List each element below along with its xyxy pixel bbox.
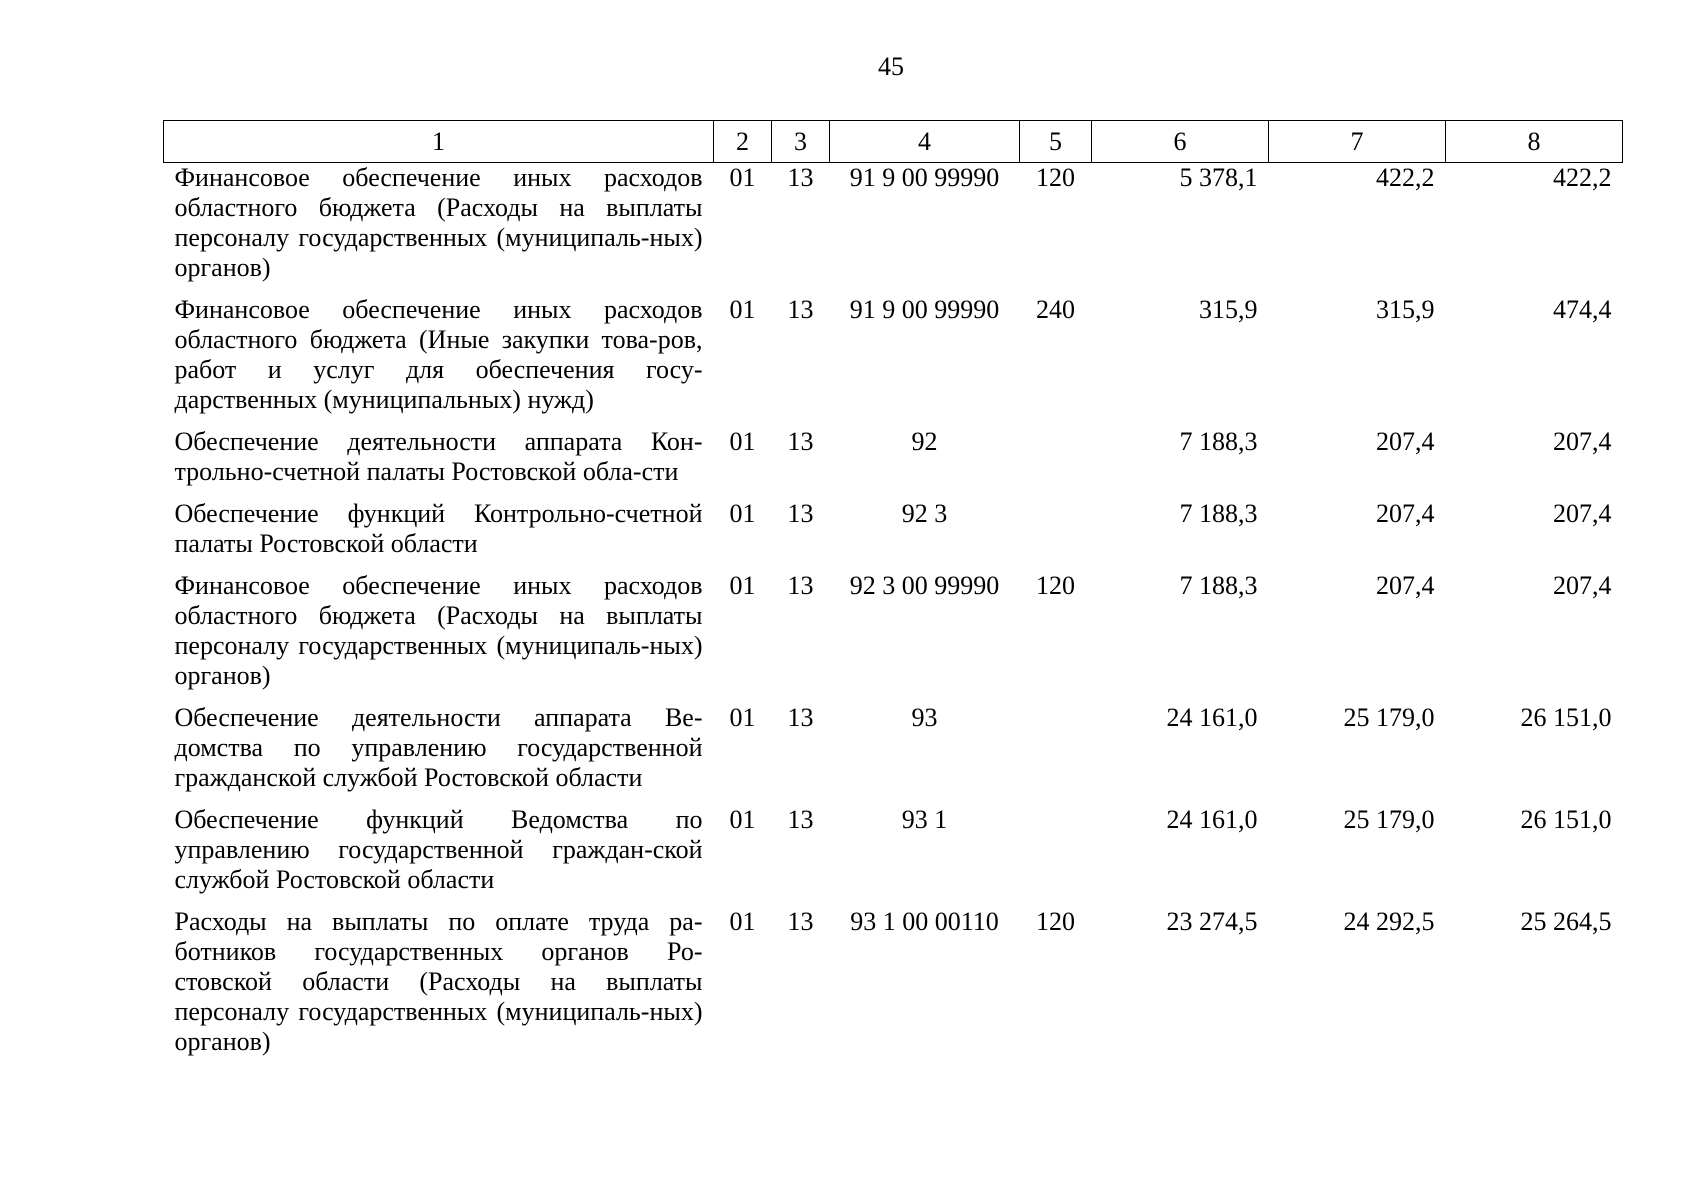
row-subsection-cell: 13 [787, 805, 814, 834]
row-expense-type-cell: 120 [1036, 163, 1075, 192]
column-header: 6 [1092, 121, 1269, 163]
row-value-col6-cell: 23 274,5 [1166, 907, 1258, 936]
row-section-cell: 01 [729, 703, 756, 732]
row-value-col6-cell: 24 161,0 [1166, 805, 1258, 834]
row-section-cell: 01 [729, 499, 756, 528]
row-expense-type-cell [1020, 499, 1092, 571]
row-value-col7-cell: 24 292,5 [1343, 907, 1435, 936]
row-target-article-cell: 91 9 00 99990 [849, 295, 1000, 324]
column-header: 2 [714, 121, 772, 163]
row-value-col6-cell: 7 188,3 [1179, 499, 1258, 528]
row-value-col7-cell: 315,9 [1376, 295, 1435, 324]
row-subsection-cell: 13 [787, 571, 814, 600]
column-header: 1 [164, 121, 714, 163]
row-section-cell: 01 [729, 163, 756, 192]
row-name-cell: Расходы на выплаты по оплате труда ра-ботников государственных органов Ро-стовской области (Расходы на выплаты персоналу государственных (муниципаль-ных) органов) [174, 907, 703, 1056]
row-target-article-cell: 92 3 [901, 499, 948, 528]
row-subsection-cell: 13 [787, 499, 814, 528]
row-target-article-cell: 92 [911, 427, 938, 456]
row-subsection-cell: 13 [787, 295, 814, 324]
table-row [164, 703, 1623, 805]
budget-table [163, 120, 1623, 1069]
row-value-col7-cell: 207,4 [1376, 499, 1435, 528]
row-value-col8-cell: 26 151,0 [1520, 805, 1612, 834]
row-subsection-cell: 13 [787, 427, 814, 456]
row-section-cell: 01 [729, 295, 756, 324]
row-section-cell: 01 [729, 805, 756, 834]
row-expense-type-cell [1020, 703, 1092, 805]
row-value-col8-cell: 207,4 [1553, 571, 1612, 600]
row-value-col8-cell: 474,4 [1553, 295, 1612, 324]
row-expense-type-cell [1020, 427, 1092, 499]
row-value-col7-cell: 207,4 [1376, 427, 1435, 456]
row-name-cell: Финансовое обеспечение иных расходов областного бюджета (Расходы на выплаты персоналу государственных (муниципаль-ных) органов) [174, 571, 703, 690]
row-value-col8-cell: 25 264,5 [1520, 907, 1612, 936]
row-value-col6-cell: 315,9 [1199, 295, 1258, 324]
row-name-cell: Обеспечение деятельности аппарата Кон-трольно-счетной палаты Ростовской обла-сти [174, 427, 703, 486]
row-value-col7-cell: 207,4 [1376, 571, 1435, 600]
row-expense-type-cell: 120 [1036, 571, 1075, 600]
row-value-col8-cell: 422,2 [1553, 163, 1612, 192]
table-header-row [164, 121, 1623, 163]
column-header: 7 [1269, 121, 1446, 163]
table-row [164, 805, 1623, 907]
row-section-cell: 01 [729, 907, 756, 936]
row-value-col6-cell: 7 188,3 [1179, 571, 1258, 600]
row-value-col7-cell: 25 179,0 [1343, 805, 1435, 834]
row-target-article-cell: 93 1 [901, 805, 948, 834]
row-subsection-cell: 13 [787, 163, 814, 192]
column-header: 4 [830, 121, 1020, 163]
row-value-col8-cell: 207,4 [1553, 427, 1612, 456]
table-row [164, 295, 1623, 427]
column-header: 8 [1446, 121, 1623, 163]
row-subsection-cell: 13 [787, 907, 814, 936]
table-row [164, 571, 1623, 703]
row-subsection-cell: 13 [787, 703, 814, 732]
row-value-col7-cell: 25 179,0 [1343, 703, 1435, 732]
row-expense-type-cell: 240 [1036, 295, 1075, 324]
row-target-article-cell: 93 1 00 00110 [850, 907, 999, 936]
column-header: 3 [772, 121, 830, 163]
row-value-col8-cell: 207,4 [1553, 499, 1612, 528]
row-value-col8-cell: 26 151,0 [1520, 703, 1612, 732]
row-name-cell: Обеспечение функций Контрольно-счетной палаты Ростовской области [174, 499, 703, 558]
row-section-cell: 01 [729, 427, 756, 456]
row-name-cell: Обеспечение деятельности аппарата Ве-домства по управлению государственной гражданской службой Ростовской области [174, 703, 703, 792]
table-row [164, 499, 1623, 571]
page-number: 45 [878, 52, 904, 81]
row-value-col7-cell: 422,2 [1376, 163, 1435, 192]
row-value-col6-cell: 7 188,3 [1179, 427, 1258, 456]
column-header: 5 [1020, 121, 1092, 163]
row-target-article-cell: 93 [911, 703, 938, 732]
row-target-article-cell: 92 3 00 99990 [849, 571, 1000, 600]
row-expense-type-cell [1020, 805, 1092, 907]
row-name-cell: Обеспечение функций Ведомства по управлению государственной граждан-ской службой Ростовской области [174, 805, 703, 894]
table-row [164, 427, 1623, 499]
row-value-col6-cell: 24 161,0 [1166, 703, 1258, 732]
row-section-cell: 01 [729, 571, 756, 600]
row-name-cell: Финансовое обеспечение иных расходов областного бюджета (Иные закупки това-ров, работ и услуг для обеспечения госу-дарственных (муниципальных) нужд) [174, 295, 703, 414]
table-row [164, 163, 1623, 296]
row-expense-type-cell: 120 [1036, 907, 1075, 936]
row-name-cell: Финансовое обеспечение иных расходов областного бюджета (Расходы на выплаты персоналу государственных (муниципаль-ных) органов) [174, 163, 703, 282]
row-target-article-cell: 91 9 00 99990 [849, 163, 1000, 192]
table-row [164, 907, 1623, 1069]
row-value-col6-cell: 5 378,1 [1179, 163, 1258, 192]
